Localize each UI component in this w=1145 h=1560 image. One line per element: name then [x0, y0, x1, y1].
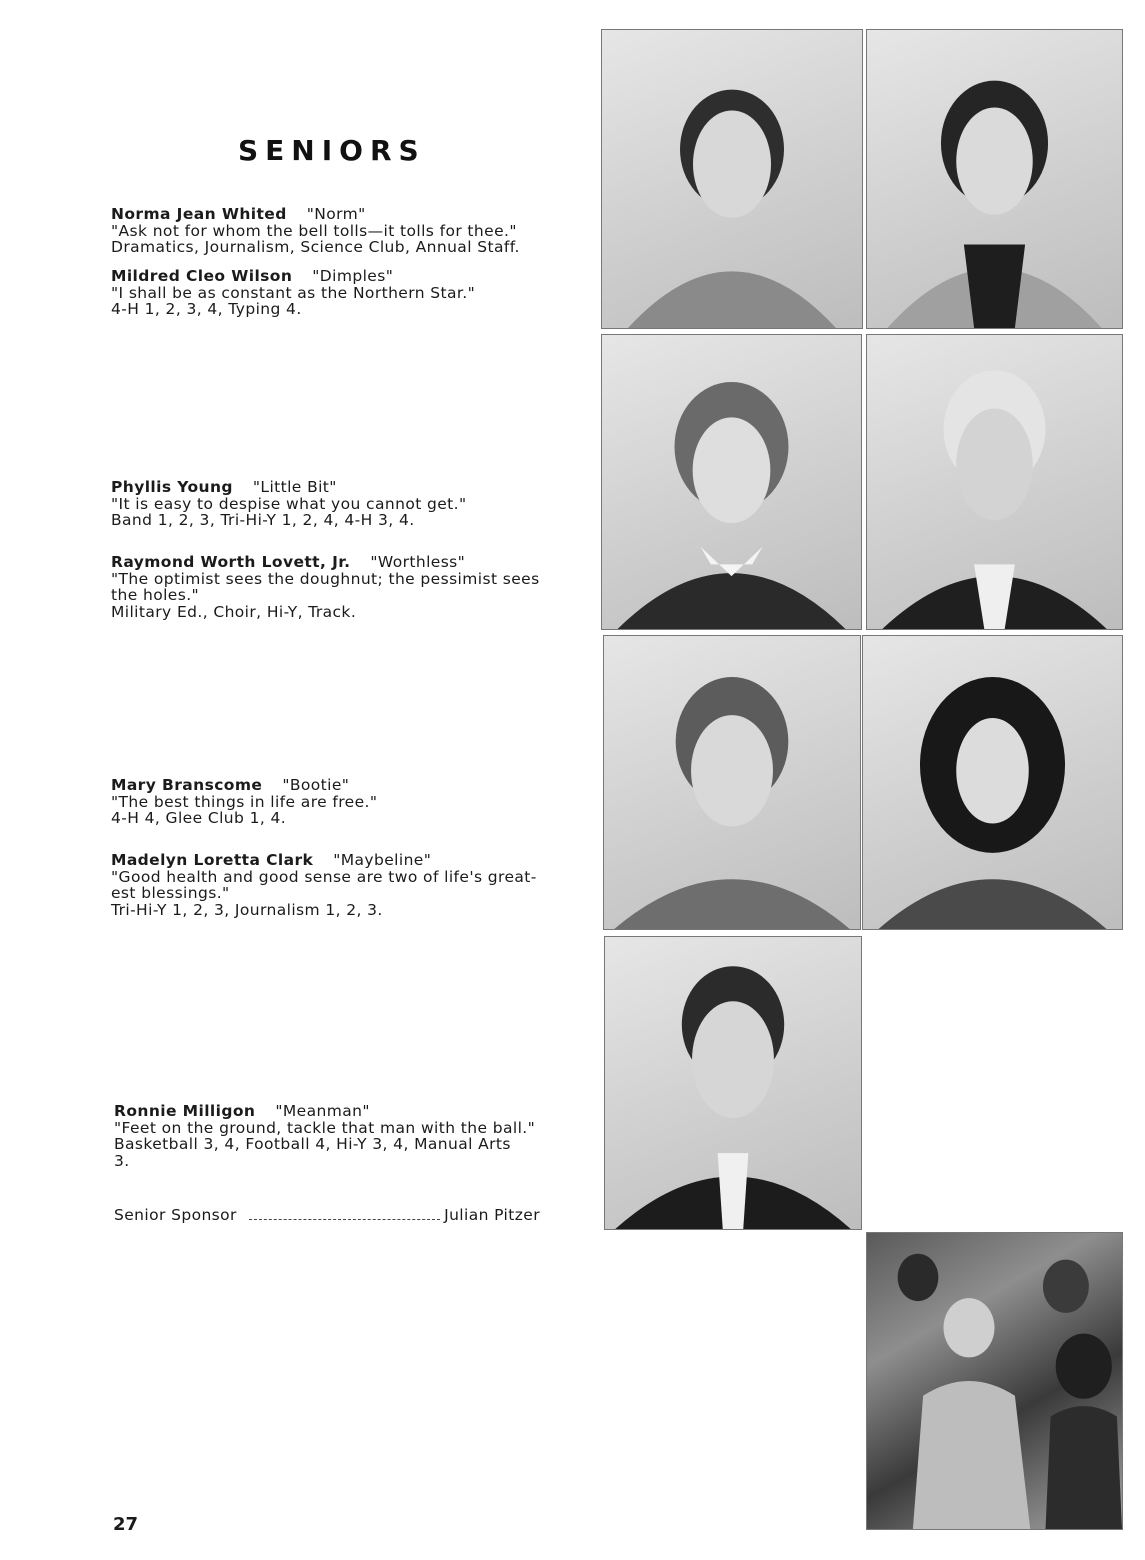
portrait-photo-raymond-lovett — [866, 334, 1123, 630]
senior-quote-continued: est blessings." — [111, 884, 230, 903]
senior-nickname: "Meanman" — [275, 1102, 370, 1120]
portrait-photo-mary-branscome — [603, 635, 861, 930]
senior-entry-norma-whited — [111, 206, 541, 256]
senior-activities: 4-H 4, Glee Club 1, 4. — [111, 809, 287, 828]
portrait-photo-norma-whited — [601, 29, 863, 329]
senior-quote: "Good health and good sense are two of life's great- — [111, 867, 537, 886]
portrait-photo-madelyn-clark — [862, 635, 1123, 930]
senior-entry-mary-branscome — [111, 777, 541, 827]
senior-quote: "The optimist sees the doughnut; the pessimist sees — [111, 569, 540, 588]
senior-entry-ronnie-milligon — [114, 1103, 540, 1169]
senior-nickname: "Norm" — [306, 205, 366, 223]
sponsor-label: Senior Sponsor — [114, 1206, 237, 1224]
senior-activities: 4-H 1, 2, 3, 4, Typing 4. — [111, 300, 302, 319]
senior-nickname: "Worthless" — [370, 553, 466, 571]
senior-nickname: "Maybeline" — [333, 851, 432, 869]
senior-activities: Band 1, 2, 3, Tri-Hi-Y 1, 2, 4, 4-H 3, 4. — [111, 511, 415, 530]
portrait-photo-phyllis-young — [601, 334, 862, 630]
senior-name: Raymond Worth Lovett, Jr. — [111, 553, 351, 571]
senior-name: Madelyn Loretta Clark — [111, 851, 314, 869]
senior-activities: Dramatics, Journalism, Science Club, Annual Staff. — [111, 238, 520, 257]
senior-quote: "Feet on the ground, tackle that man with the ball." — [114, 1118, 536, 1137]
senior-entry-raymond-lovett — [111, 554, 541, 620]
senior-name: Ronnie Milligon — [114, 1102, 256, 1120]
sponsor-name: Julian Pitzer — [444, 1206, 540, 1224]
senior-quote: "It is easy to despise what you cannot get." — [111, 494, 467, 513]
candid-crowd-photo — [866, 1232, 1123, 1530]
senior-nickname: "Bootie" — [282, 776, 350, 794]
senior-activities: Basketball 3, 4, Football 4, Hi-Y 3, 4, Manual Arts — [114, 1135, 511, 1154]
senior-activities: Military Ed., Choir, Hi-Y, Track. — [111, 602, 357, 621]
senior-name: Mildred Cleo Wilson — [111, 267, 293, 285]
portrait-photo-mildred-wilson — [866, 29, 1123, 329]
senior-name: Mary Branscome — [111, 776, 263, 794]
senior-quote: "Ask not for whom the bell tolls—it tolls for thee." — [111, 221, 517, 240]
senior-quote: "I shall be as constant as the Northern Star." — [111, 283, 476, 302]
senior-nickname: "Little Bit" — [252, 478, 337, 496]
senior-quote-continued: the holes." — [111, 586, 200, 605]
senior-nickname: "Dimples" — [312, 267, 394, 285]
senior-activities: Tri-Hi-Y 1, 2, 3, Journalism 1, 2, 3. — [111, 900, 383, 919]
page-number: 27 — [113, 1514, 139, 1535]
senior-entry-madelyn-clark — [111, 852, 541, 918]
senior-entry-mildred-wilson — [111, 268, 541, 318]
page-title: SENIORS — [238, 134, 426, 167]
senior-entry-phyllis-young — [111, 479, 541, 529]
senior-sponsor-line — [114, 1206, 540, 1224]
senior-activities-continued: 3. — [114, 1151, 130, 1170]
leader-dots — [249, 1218, 440, 1220]
portrait-photo-ronnie-milligon — [604, 936, 862, 1230]
senior-name: Norma Jean Whited — [111, 205, 287, 223]
senior-name: Phyllis Young — [111, 478, 233, 496]
senior-quote: "The best things in life are free." — [111, 792, 378, 811]
